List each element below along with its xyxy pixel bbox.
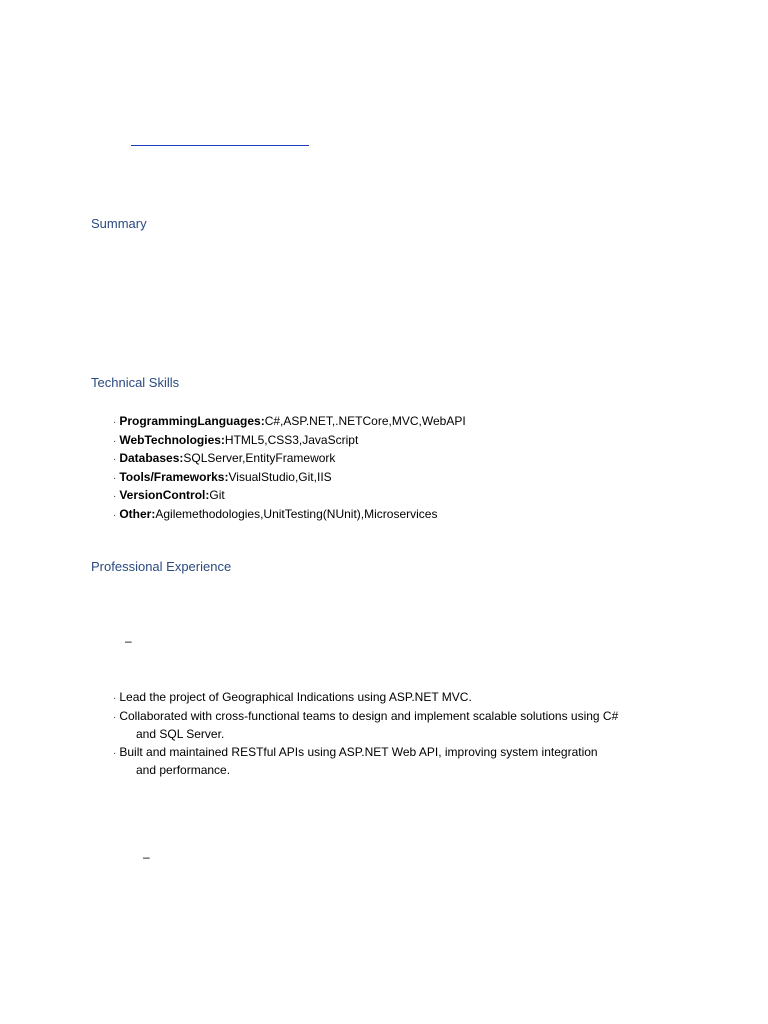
skill-label: ProgrammingLanguages:: [119, 414, 265, 428]
experience-text: Built and maintained RESTful APIs using ASP.NET Web API, improving system integration: [119, 744, 598, 759]
skill-label: WebTechnologies:: [119, 432, 225, 447]
skill-item: [113, 413, 466, 432]
experience-text-continued: and performance.: [136, 763, 231, 778]
skill-label: Other:: [119, 506, 156, 521]
bullet-icon: ·: [113, 693, 117, 704]
bullet-icon: ·: [113, 454, 117, 466]
bullet-icon: ·: [113, 435, 117, 447]
bullet-icon: ·: [113, 747, 117, 759]
skill-item: [113, 450, 466, 469]
experience-text-continued: and SQL Server.: [136, 727, 225, 742]
bullet-icon: ·: [113, 509, 117, 521]
skill-item: [113, 506, 466, 525]
bullet-icon: ·: [113, 417, 117, 428]
skill-value: VisualStudio,Git,IIS: [228, 469, 332, 484]
skill-label: Databases:: [119, 451, 184, 466]
skill-value: C#,ASP.NET,.NETCore,MVC,WebAPI: [264, 414, 466, 428]
skills-list: [113, 413, 466, 525]
bullet-icon: ·: [113, 491, 117, 503]
experience-item: [113, 689, 618, 708]
skill-value: Git: [209, 488, 225, 503]
skill-item: [113, 469, 466, 488]
bullet-icon: ·: [113, 711, 117, 723]
job-date-dash: –: [125, 634, 132, 648]
experience-item: [113, 744, 618, 763]
experience-list: [113, 689, 618, 780]
skill-item: [113, 432, 466, 451]
skill-value: Agilemethodologies,UnitTesting(NUnit),Microservices: [155, 506, 438, 521]
experience-text: Collaborated with cross-functional teams to design and implement scalable solutions using C#: [119, 708, 619, 723]
experience-heading: Professional Experience: [91, 559, 232, 574]
skill-label: VersionControl:: [119, 488, 210, 503]
summary-heading: Summary: [91, 216, 147, 231]
skill-item: [113, 487, 466, 506]
experience-text: Lead the project of Geographical Indications using ASP.NET MVC.: [119, 690, 472, 704]
experience-item: [113, 708, 618, 727]
skill-value: HTML5,CSS3,JavaScript: [224, 432, 359, 447]
skill-value: SQLServer,EntityFramework: [183, 451, 336, 466]
skills-heading: Technical Skills: [91, 375, 180, 390]
bullet-icon: ·: [113, 472, 117, 484]
job-date-dash: –: [143, 850, 150, 864]
link-underline[interactable]: [131, 145, 309, 146]
skill-label: Tools/Frameworks:: [119, 469, 229, 484]
